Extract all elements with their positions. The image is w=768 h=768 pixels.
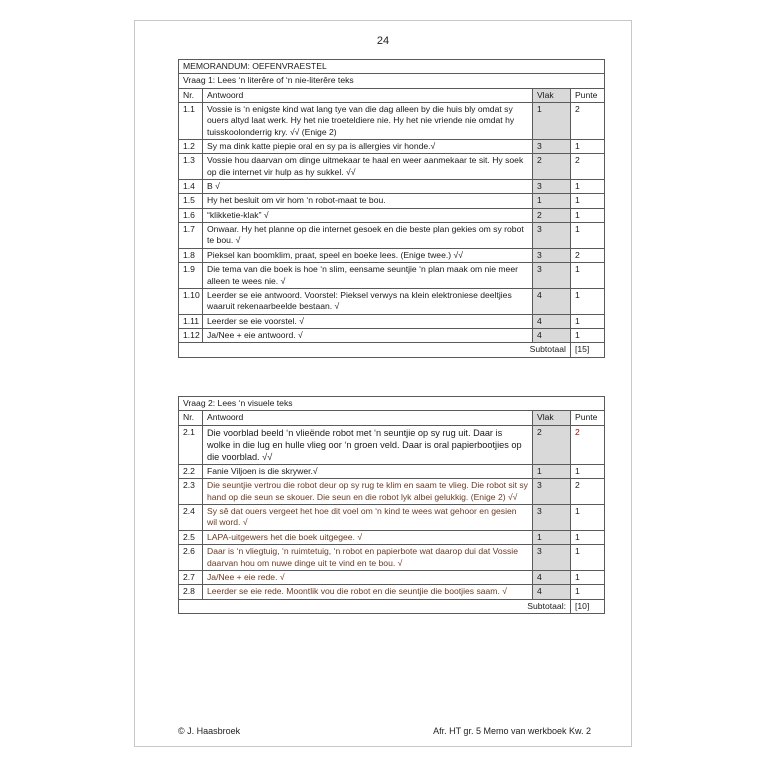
memo-title: MEMORANDUM: OEFENVRAESTEL — [179, 60, 605, 74]
row-punte: 2 — [570, 248, 604, 262]
row-nr: 1.2 — [179, 140, 203, 154]
table-row — [179, 140, 605, 154]
row-vlak: 3 — [532, 263, 570, 289]
row-answer: Leerder se eie voorstel. √ — [203, 314, 533, 328]
row-punte: 1 — [570, 223, 604, 249]
row-nr: 1.6 — [179, 208, 203, 222]
row-vlak: 2 — [532, 208, 570, 222]
row-answer: B √ — [203, 180, 533, 194]
row-punte: 2 — [571, 425, 605, 464]
table-row — [179, 545, 605, 571]
question1-table — [178, 59, 605, 358]
question1-subtotal-label: Subtotaal — [179, 343, 571, 357]
question2-heading: Vraag 2: Lees ‘n visuele teks — [179, 397, 605, 411]
question2-subtotal-label: Subtotaal: — [179, 599, 571, 613]
table-row — [179, 248, 605, 262]
row-vlak: 4 — [533, 585, 571, 599]
row-punte: 1 — [570, 208, 604, 222]
row-nr: 2.1 — [179, 425, 203, 464]
row-vlak: 1 — [532, 103, 570, 140]
question1-heading-row — [179, 74, 605, 88]
row-punte: 2 — [570, 103, 604, 140]
row-vlak: 4 — [532, 314, 570, 328]
row-vlak: 3 — [533, 505, 571, 531]
table-row — [179, 328, 605, 342]
row-answer: Onwaar. Hy het planne op die internet gesoek en die beste plan gekies om sy robot te bou. √ — [203, 223, 533, 249]
header-punte-2: Punte — [571, 411, 605, 425]
row-punte: 1 — [571, 585, 605, 599]
row-vlak: 4 — [533, 570, 571, 584]
question2-rows — [179, 425, 605, 599]
row-nr: 1.11 — [179, 314, 203, 328]
header-punte: Punte — [570, 88, 604, 102]
row-vlak: 1 — [532, 194, 570, 208]
header-vlak-2: Vlak — [533, 411, 571, 425]
row-punte: 1 — [571, 545, 605, 571]
row-vlak: 3 — [532, 223, 570, 249]
row-answer: Leerder se eie antwoord. Voorstel: Pieksel verwys na klein elektroniese deeltjies waaruit rekenaarbeelde bestaan. √ — [203, 288, 533, 314]
row-nr: 1.8 — [179, 248, 203, 262]
footer-copyright: © J. Haasbroek — [178, 726, 241, 736]
table-row — [179, 288, 605, 314]
row-nr: 1.7 — [179, 223, 203, 249]
question1-heading: Vraag 1: Lees ‘n literêre of ‘n nie-literêre teks — [179, 74, 605, 88]
row-punte: 1 — [571, 530, 605, 544]
question1-subtotal-row — [179, 343, 605, 357]
row-punte: 1 — [570, 314, 604, 328]
row-punte: 1 — [571, 465, 605, 479]
row-nr: 2.2 — [179, 465, 203, 479]
row-nr: 1.12 — [179, 328, 203, 342]
header-answer: Antwoord — [203, 88, 533, 102]
row-nr: 2.3 — [179, 479, 203, 505]
row-answer: Sy sê dat ouers vergeet het hoe dit voel om ‘n kind te wees wat gehoor en gesien wil word. √ — [203, 505, 533, 531]
row-answer: Vossie is ‘n enigste kind wat lang tye van die dag alleen by die huis bly omdat sy ouers altyd laat werk. Hy het nie troeteldiere nie. Hy het nie vriende nie omdat hy tuisskoolonderrig kry. √√ (Enige 2) — [203, 103, 533, 140]
header-vlak: Vlak — [532, 88, 570, 102]
row-answer: Ja/Nee + eie antwoord. √ — [203, 328, 533, 342]
memo-title-row — [179, 60, 605, 74]
row-nr: 1.10 — [179, 288, 203, 314]
row-punte: 2 — [570, 154, 604, 180]
row-answer: “klikketie-klak” √ — [203, 208, 533, 222]
row-vlak: 1 — [533, 530, 571, 544]
row-punte: 1 — [570, 140, 604, 154]
row-nr: 2.6 — [179, 545, 203, 571]
table-header-row — [179, 88, 605, 102]
row-vlak: 3 — [532, 248, 570, 262]
row-answer: Hy het besluit om vir hom ‘n robot-maat te bou. — [203, 194, 533, 208]
row-answer: Sy ma dink katte piepie oral en sy pa is allergies vir honde.√ — [203, 140, 533, 154]
row-nr: 1.4 — [179, 180, 203, 194]
row-answer: Ja/Nee + eie rede. √ — [203, 570, 533, 584]
row-answer: Die voorblad beeld ‘n vlieënde robot met ‘n seuntjie op sy rug uit. Daar is wolke in die lug en hulle vlieg oor ‘n groen veld. Daar is oral papierbootjies op die voorblad. √√ — [203, 425, 533, 464]
table-row — [179, 314, 605, 328]
row-answer: LAPA-uitgewers het die boek uitgegee. √ — [203, 530, 533, 544]
table-row — [179, 180, 605, 194]
row-nr: 2.8 — [179, 585, 203, 599]
row-punte: 1 — [570, 180, 604, 194]
row-nr: 2.5 — [179, 530, 203, 544]
header-answer-2: Antwoord — [203, 411, 533, 425]
row-vlak: 1 — [533, 465, 571, 479]
question2-heading-row — [179, 397, 605, 411]
table-row — [179, 505, 605, 531]
table-row — [179, 570, 605, 584]
row-vlak: 3 — [533, 479, 571, 505]
table-row — [179, 263, 605, 289]
row-vlak: 3 — [532, 140, 570, 154]
row-punte: 1 — [571, 505, 605, 531]
row-punte: 1 — [570, 328, 604, 342]
table-row — [179, 194, 605, 208]
row-vlak: 4 — [532, 288, 570, 314]
row-nr: 2.7 — [179, 570, 203, 584]
table-header-row-2 — [179, 411, 605, 425]
row-answer: Fanie Viljoen is die skrywer.√ — [203, 465, 533, 479]
row-nr: 1.9 — [179, 263, 203, 289]
row-vlak: 3 — [533, 545, 571, 571]
table-row — [179, 208, 605, 222]
table-row — [179, 425, 605, 464]
row-answer: Die seuntjie vertrou die robot deur op sy rug te klim en saam te vlieg. Die robot sit sy hand op die seun se skouer. Die seun en die robot lyk albei gelukkig. (Enige 2) √√ — [203, 479, 533, 505]
document-page — [134, 20, 632, 747]
row-punte: 1 — [570, 263, 604, 289]
row-answer: Leerder se eie rede. Moontlik vou die robot en die seuntjie die bootjies saam. √ — [203, 585, 533, 599]
row-answer: Vossie hou daarvan om dinge uitmekaar te haal en weer aanmekaar te sit. Hy soek op die internet vir hulp as hy sukkel. √√ — [203, 154, 533, 180]
question2-subtotal-value: [10] — [571, 599, 605, 613]
header-nr: Nr. — [179, 88, 203, 102]
question2-table — [178, 396, 605, 614]
row-punte: 1 — [570, 194, 604, 208]
header-nr-2: Nr. — [179, 411, 203, 425]
row-nr: 1.1 — [179, 103, 203, 140]
row-answer: Daar is ‘n vliegtuig, ‘n ruimtetuig, ‘n robot en papierbote wat daarop dui dat Vossie daarvan hou om nuwe dinge uit te vind en te bou. √ — [203, 545, 533, 571]
row-nr: 1.3 — [179, 154, 203, 180]
page-number: 24 — [376, 35, 390, 47]
table-row — [179, 103, 605, 140]
table-row — [179, 154, 605, 180]
row-answer: Pieksel kan boomklim, praat, speel en boeke lees. (Enige twee.) √√ — [203, 248, 533, 262]
question1-subtotal-value: [15] — [570, 343, 604, 357]
question2-subtotal-row — [179, 599, 605, 613]
row-nr: 1.5 — [179, 194, 203, 208]
table-row — [179, 585, 605, 599]
table-row — [179, 223, 605, 249]
table-row — [179, 479, 605, 505]
row-vlak: 2 — [532, 154, 570, 180]
row-vlak: 2 — [533, 425, 571, 464]
table-row — [179, 465, 605, 479]
row-answer: Die tema van die boek is hoe ‘n slim, eensame seuntjie ‘n plan maak om nie meer alleen te wees nie. √ — [203, 263, 533, 289]
row-vlak: 4 — [532, 328, 570, 342]
row-nr: 2.4 — [179, 505, 203, 531]
footer-course: Afr. HT gr. 5 Memo van werkboek Kw. 2 — [433, 726, 591, 736]
question1-rows — [179, 103, 605, 343]
row-punte: 1 — [571, 570, 605, 584]
row-punte: 1 — [570, 288, 604, 314]
row-vlak: 3 — [532, 180, 570, 194]
table-row — [179, 530, 605, 544]
row-punte: 2 — [571, 479, 605, 505]
